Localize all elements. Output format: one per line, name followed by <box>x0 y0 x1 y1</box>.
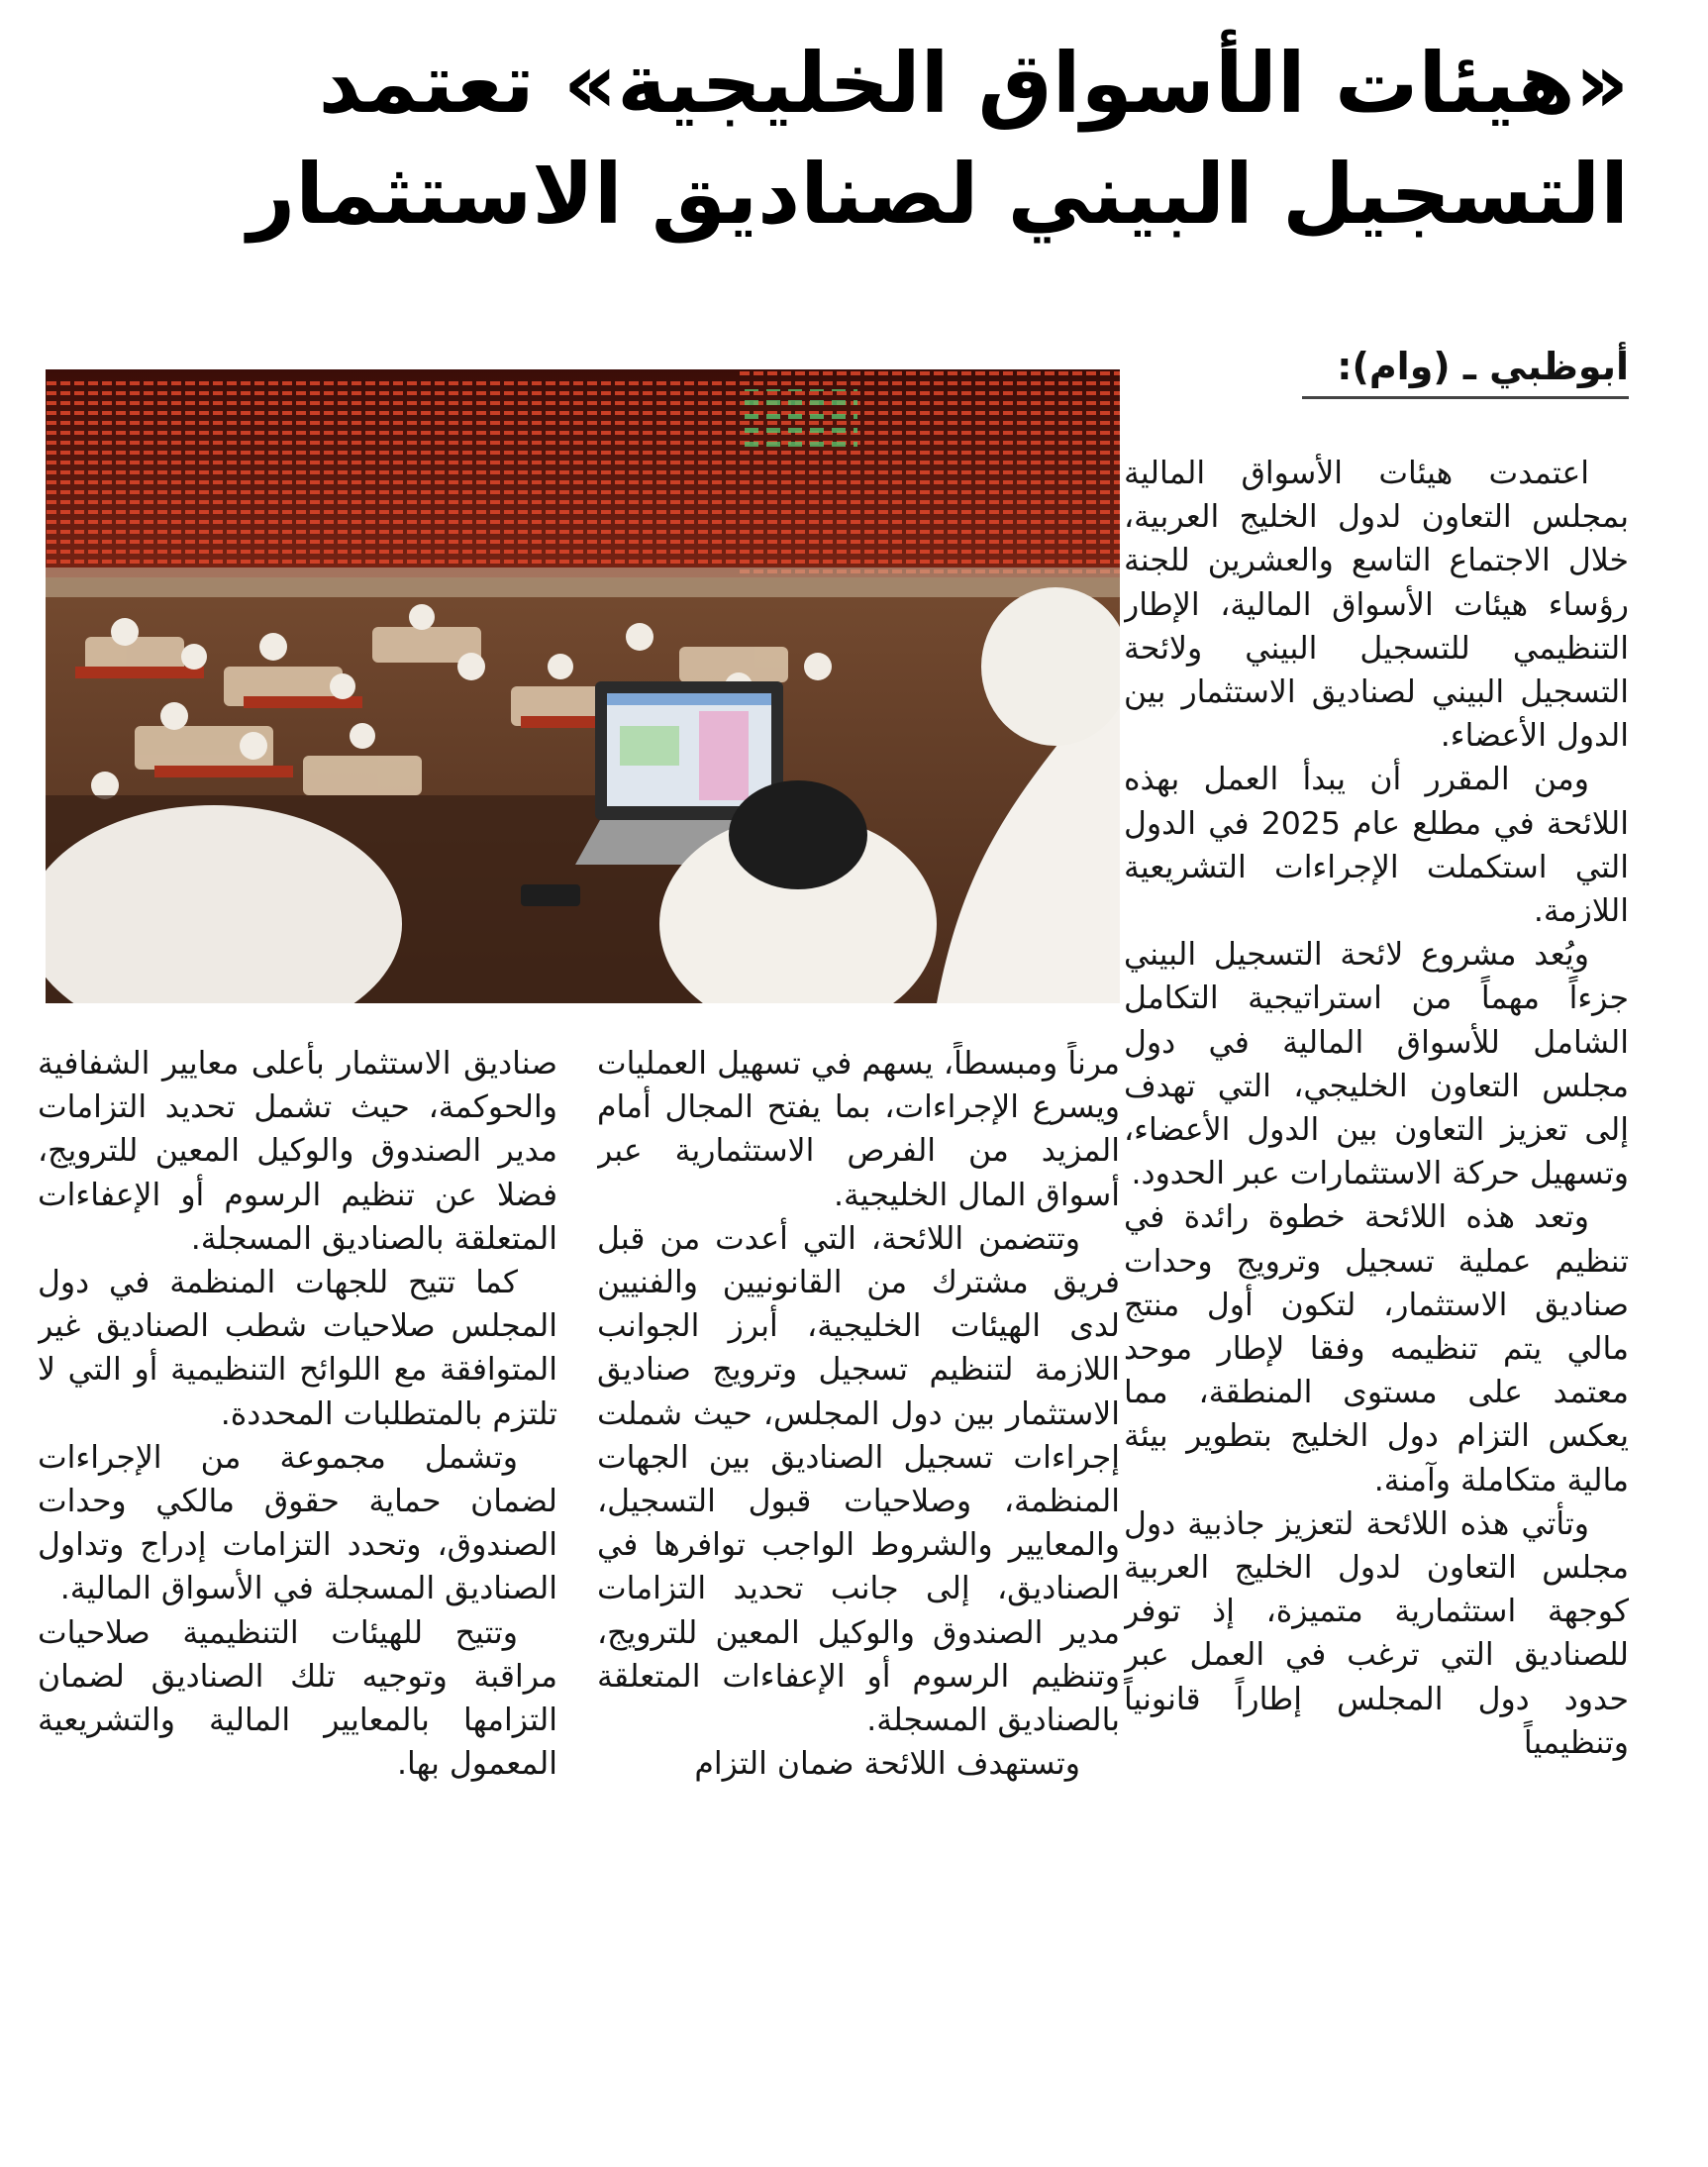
paragraph: وتستهدف اللائحة ضمان التزام <box>694 1746 1080 1783</box>
paragraph: ويُعد مشروع لائحة التسجيل البيني جزءاً مهماً من استراتيجية التكامل الشامل للأسواق المالية في دول مجلس التعاون الخليجي، التي تهدف إلى تعزيز التعاون بين الدول الأعضاء، وتسهيل حركة الاستثمارات عبر الحدود. <box>1124 937 1629 1192</box>
paragraph: وتتيح للهيئات التنظيمية صلاحيات مراقبة وتوجيه تلك الصناديق لضمان التزامها بالمعايير المالية والتشريعية المعمول بها. <box>38 1614 557 1783</box>
article-column-left <box>38 1042 557 2141</box>
paragraph: مرناً ومبسطاً، يسهم في تسهيل العمليات ويسرع الإجراءات، بما يفتح المجال أمام المزيد من الفرص الاستثمارية عبر أسواق المال الخليجية. <box>597 1046 1120 1213</box>
paragraph: اعتمدت هيئات الأسواق المالية بمجلس التعاون لدول الخليج العربية، خلال الاجتماع التاسع والعشرين للجنة رؤساء هيئات الأسواق المالية، الإطار التنظيمي للتسجيل البيني ولائحة التسجيل البيني لصناديق الاستثمار بين الدول الأعضاء. <box>1124 456 1629 755</box>
trading-floor-photo-icon <box>46 369 1120 1003</box>
article-column-middle <box>597 1042 1120 2141</box>
paragraph: وتتضمن اللائحة، التي أعدت من قبل فريق مشترك من القانونيين والفنيين لدى الهيئات الخليجية، أبرز الجوانب اللازمة لتنظيم تسجيل وترويج صناديق الاستثمار بين دول المجلس، حيث شملت إجراءات تسجيل الصناديق بين الجهات المنظمة، وصلاحيات قبول التسجيل، والمعايير والشروط الواجب توافرها في الصناديق، إلى جانب تحديد التزامات مدير الصندوق والوكيل المعين للترويج، وتنظيم الرسوم أو الإعفاءات المتعلقة بالصناديق المسجلة. <box>597 1220 1120 1739</box>
paragraph: وتشمل مجموعة من الإجراءات لضمان حماية حقوق مالكي وحدات الصندوق، وتحدد التزامات إدراج وتداول الصناديق المسجلة في الأسواق المالية. <box>38 1439 557 1607</box>
trading-floor-photo <box>46 369 1120 1003</box>
paragraph: كما تتيح للجهات المنظمة في دول المجلس صلاحيات شطب الصناديق غير المتوافقة مع اللوائح التنظيمية أو التي لا تلتزم بالمتطلبات المحددة. <box>38 1265 557 1432</box>
paragraph: وتعد هذه اللائحة خطوة رائدة في تنظيم عملية تسجيل وترويج وحدات صناديق الاستثمار، لتكون أول منتج مالي يتم تنظيمه وفقا لإطار موحد معتمد على مستوى المنطقة، مما يعكس التزام دول الخليج بتطوير بيئة مالية متكاملة وآمنة. <box>1124 1199 1629 1498</box>
article-column-right <box>1124 452 1629 2135</box>
headline: «هيئات الأسواق الخليجية» تعتمد التسجيل البيني لصناديق الاستثمار <box>247 35 1629 243</box>
paragraph: وتأتي هذه اللائحة لتعزيز جاذبية دول مجلس التعاون لدول الخليج العربية كوجهة استثمارية متميزة، إذ توفر للصناديق التي ترغب في العمل عبر حدود دول المجلس إطاراً قانونياً وتنظيمياً <box>1124 1505 1629 1761</box>
dateline: أبوظبي ـ (وام): <box>1302 345 1629 399</box>
paragraph: صناديق الاستثمار بأعلى معايير الشفافية والحوكمة، حيث تشمل تحديد التزامات مدير الصندوق والوكيل المعين للترويج، فضلا عن تنظيم الرسوم أو الإعفاءات المتعلقة بالصناديق المسجلة. <box>38 1046 557 1257</box>
paragraph: ومن المقرر أن يبدأ العمل بهذه اللائحة في مطلع عام 2025 في الدول التي استكملت الإجراءات التشريعية اللازمة. <box>1124 762 1629 930</box>
